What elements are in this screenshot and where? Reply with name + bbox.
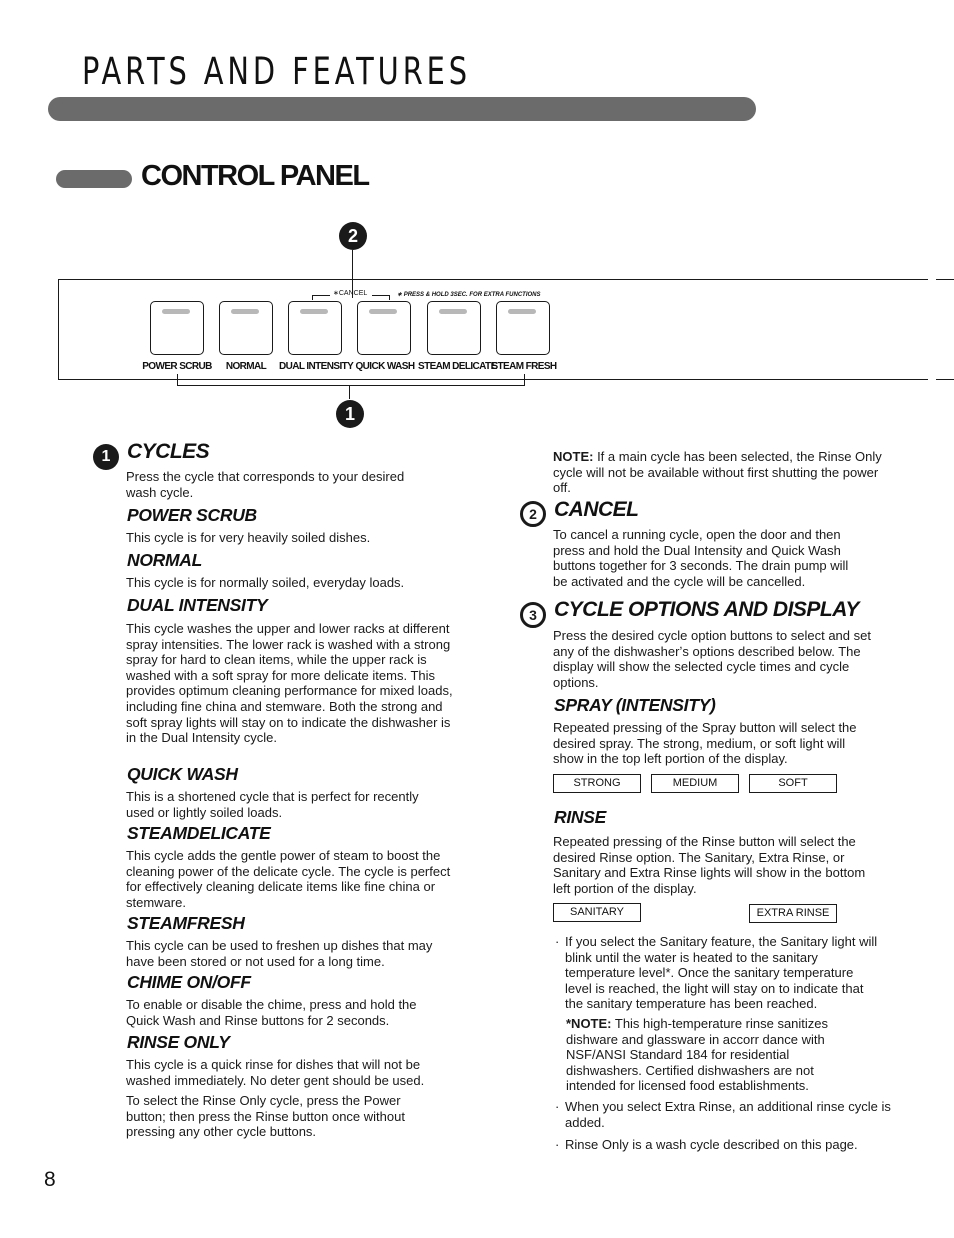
quick-wash-text: This is a shortened cycle that is perfect for recently used or lightly soiled loads. xyxy=(126,789,419,820)
callout-2-marker: 2 xyxy=(339,222,367,250)
power-scrub-label: POWER SCRUB xyxy=(142,361,212,372)
callout-1-line xyxy=(349,385,350,399)
normal-button[interactable] xyxy=(219,301,273,355)
dual-intensity-text: This cycle washes the upper and lower racks at different spray intensities. The lower rack is washed with a strong spray for hard to clean items, while the upper rack is washed with a soft spray for more delicate items. This provides optimum cleaning performance for mixed loads, including fine china and stemware. Both the strong and soft spray lights will stay on to indicate the dishwasher is in the Dual Intensity cycle. xyxy=(126,621,453,746)
normal-text: This cycle is for normally soiled, everyday loads. xyxy=(126,575,405,590)
medium-indicator: MEDIUM xyxy=(651,774,739,793)
cancel-label: ∗CANCEL xyxy=(333,290,368,297)
star-note-label: *NOTE: xyxy=(566,1016,612,1031)
page-title: PARTS AND FEATURES xyxy=(82,50,472,93)
options-heading: CYCLE OPTIONS AND DISPLAY xyxy=(554,598,859,621)
cycles-marker: 1 xyxy=(93,444,119,470)
rinse-title: RINSE xyxy=(554,807,606,827)
rinse-text: Repeated pressing of the Rinse button will select the desired Rinse option. The Sanitary, Extra Rinse, or Sanitary and Extra Rinse lights will show in the bottom left portion of the display. xyxy=(553,834,866,896)
section-title: CONTROL PANEL xyxy=(141,160,369,192)
cycles-bracket-left xyxy=(177,374,178,385)
spray-text: Repeated pressing of the Spray button will select the desired spray. The strong, medium, or soft light will show in the top left portion of the display. xyxy=(553,720,857,767)
extra-rinse-indicator: EXTRA RINSE xyxy=(749,904,837,923)
chime-title: CHIME ON/OFF xyxy=(127,972,251,992)
dual-intensity-title: DUAL INTENSITY xyxy=(127,595,268,615)
rinse-only-title: RINSE ONLY xyxy=(127,1032,230,1052)
note-label: NOTE: xyxy=(553,449,594,464)
panel-break xyxy=(928,276,936,384)
indicator-light xyxy=(369,309,397,314)
press-hold-label: ∗ PRESS & HOLD 3SEC. FOR EXTRA FUNCTIONS xyxy=(397,292,541,298)
steamdelicate-text: This cycle adds the gentle power of steam to boost the cleaning power of the delicate cycle. The cycle is perfect for effectively cleaning delicate items like fine china or stemware. xyxy=(126,848,451,910)
title-bar xyxy=(48,97,756,121)
sanitary-star-note xyxy=(566,1016,866,1094)
steam-delicate-label: STEAM DELICATE xyxy=(418,361,497,372)
steam-delicate-button[interactable] xyxy=(427,301,481,355)
rinse-only-text-2: To select the Rinse Only cycle, press the Power button; then press the Rinse button once without pressing any other cycle buttons. xyxy=(126,1093,405,1140)
bullet-mark: · xyxy=(555,1099,560,1114)
cancel-text: To cancel a running cycle, open the door and then press and hold the Dual Intensity and Quick Wash buttons together for 3 seconds. The drain pump will be activated and the cycle will be cancelled. xyxy=(553,527,849,589)
normal-title: NORMAL xyxy=(127,550,202,570)
dual-intensity-button[interactable] xyxy=(288,301,342,355)
cancel-bracket-left xyxy=(312,295,330,296)
bullet-mark: · xyxy=(555,934,560,949)
cycles-heading: CYCLES xyxy=(127,440,210,463)
normal-label: NORMAL xyxy=(225,361,267,372)
strong-indicator: STRONG xyxy=(553,774,641,793)
steam-fresh-label: STEAM FRESH xyxy=(491,361,557,372)
callout-1-marker: 1 xyxy=(336,400,364,428)
extra-rinse-bullet: When you select Extra Rinse, an additional rinse cycle is added. xyxy=(565,1099,891,1130)
page-number: 8 xyxy=(44,1168,56,1191)
cycles-intro: Press the cycle that corresponds to your desired wash cycle. xyxy=(126,469,405,500)
chime-text: To enable or disable the chime, press and hold the Quick Wash and Rinse buttons for 2 seconds. xyxy=(126,997,417,1028)
cancel-bracket-left-tick xyxy=(312,295,313,300)
cycles-bracket-bottom xyxy=(177,385,525,386)
indicator-light xyxy=(508,309,536,314)
star-note-text: This high-temperature rinse sanitizes dishware and glassware in accorr dance with NSF/ANSI Standard 184 for residential dishwashers. Certified dishwashers are not intended for licensed food establishments. xyxy=(566,1016,829,1094)
options-marker: 3 xyxy=(520,602,546,628)
soft-indicator: SOFT xyxy=(749,774,837,793)
cancel-bracket-right-tick xyxy=(389,295,390,300)
cancel-heading: CANCEL xyxy=(554,498,639,521)
cancel-marker: 2 xyxy=(520,501,546,527)
rinse-only-text: This cycle is a quick rinse for dishes that will not be washed immediately. No deter gent should be used. xyxy=(126,1057,425,1088)
power-scrub-title: POWER SCRUB xyxy=(127,505,257,525)
spray-title: SPRAY (INTENSITY) xyxy=(554,695,716,715)
steam-fresh-button[interactable] xyxy=(496,301,550,355)
quick-wash-label: QUICK WASH xyxy=(355,361,415,372)
note-text: If a main cycle has been selected, the Rinse Only cycle will not be available without first shutting the power off. xyxy=(553,449,882,496)
sanitary-indicator: SANITARY xyxy=(553,903,641,922)
power-scrub-button[interactable] xyxy=(150,301,204,355)
steamfresh-text: This cycle can be used to freshen up dishes that may have been stored or not used for a long time. xyxy=(126,938,433,969)
indicator-light xyxy=(162,309,190,314)
section-pill xyxy=(56,170,132,188)
indicator-light xyxy=(439,309,467,314)
cancel-bracket-right xyxy=(372,295,389,296)
dual-intensity-label: DUAL INTENSITY xyxy=(279,361,354,372)
quick-wash-button[interactable] xyxy=(357,301,411,355)
rinse-only-bullet: Rinse Only is a wash cycle described on this page. xyxy=(565,1137,858,1152)
power-scrub-text: This cycle is for very heavily soiled dishes. xyxy=(126,530,371,545)
options-text: Press the desired cycle option buttons to select and set any of the dishwasherʼs options described below. The display will show the selected cycle times and cycle options. xyxy=(553,628,871,690)
rinse-only-note xyxy=(553,449,883,496)
indicator-light xyxy=(231,309,259,314)
steamfresh-title: STEAMFRESH xyxy=(127,913,245,933)
steamdelicate-title: STEAMDELICATE xyxy=(127,823,271,843)
sanitary-bullet: If you select the Sanitary feature, the Sanitary light will blink until the water is heated to the sanitary temperature level*. Once the sanitary temperature level is reached, the light will stay on to indicate that the sanitary temperature has been reached. xyxy=(565,934,878,1012)
cycles-bracket-right xyxy=(524,374,525,385)
indicator-light xyxy=(300,309,328,314)
bullet-mark: · xyxy=(555,1137,560,1152)
quick-wash-title: QUICK WASH xyxy=(127,764,238,784)
